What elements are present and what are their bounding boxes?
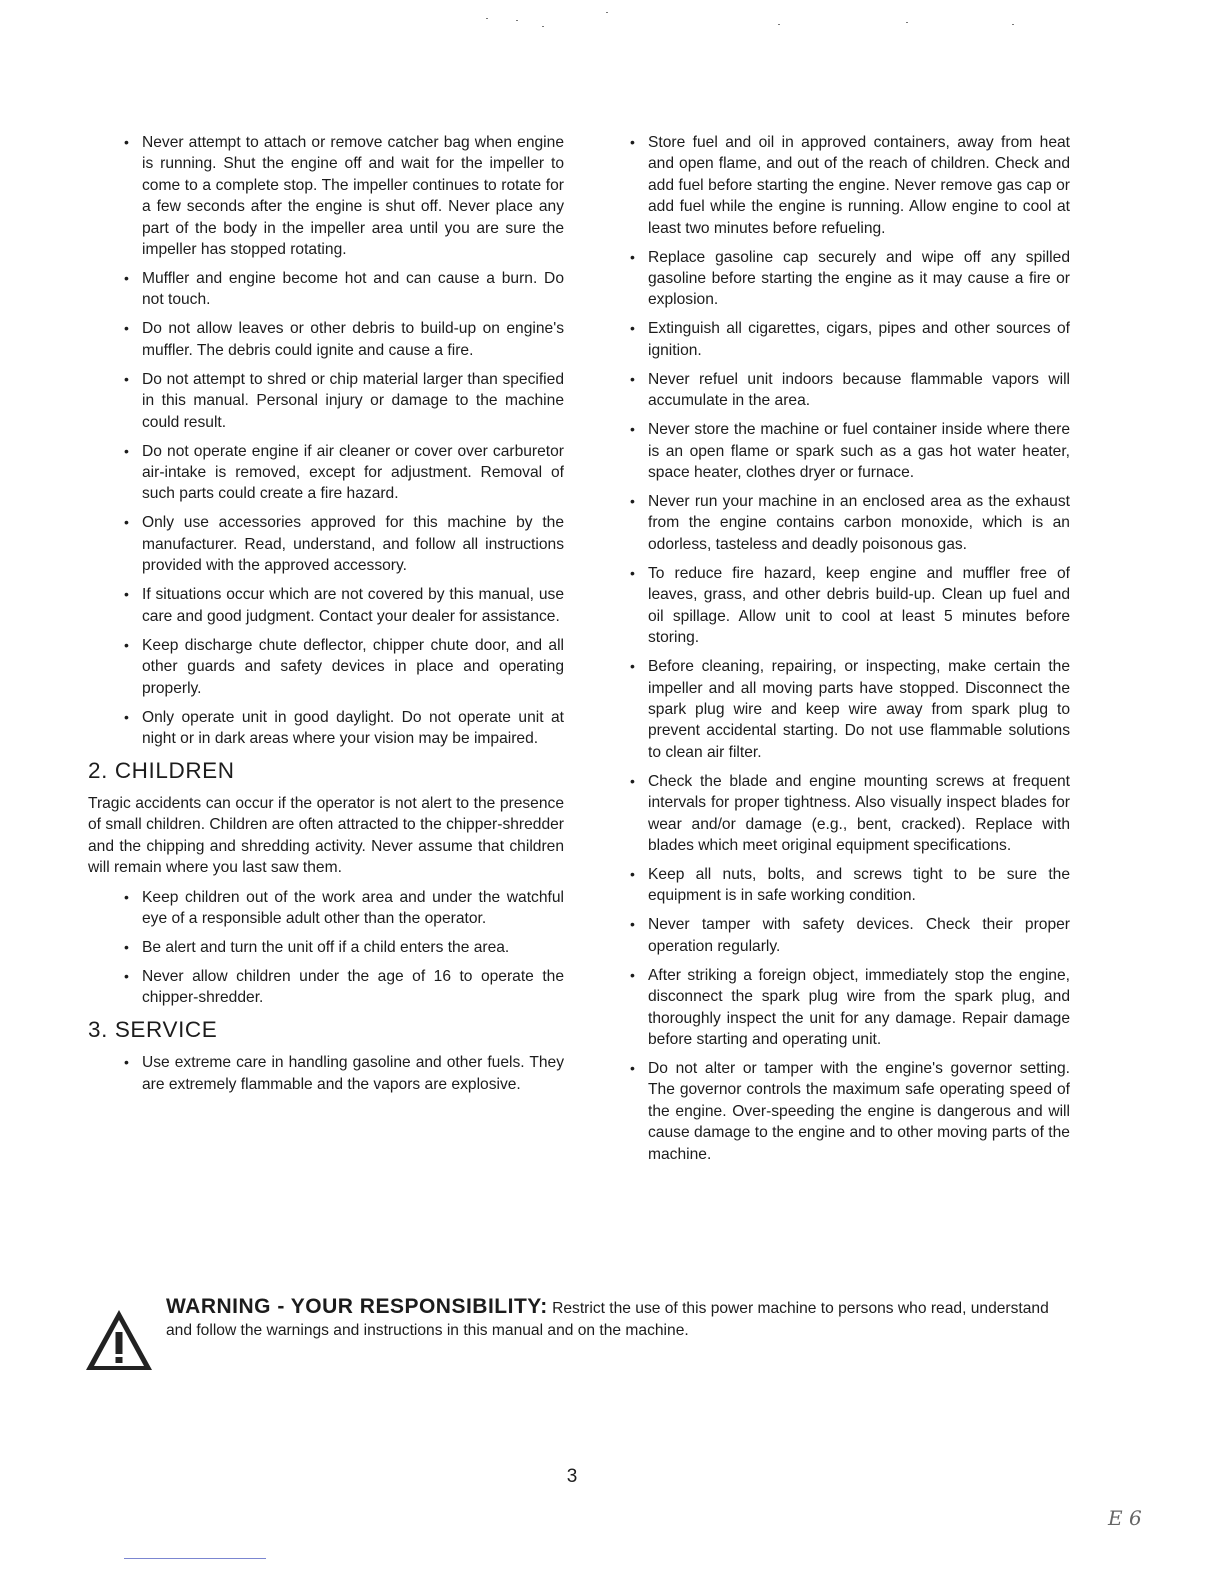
bullet-item: • Only operate unit in good daylight. Do not operate unit at night or in dark areas where your vision may be impaired. [124,707,564,750]
service-bullet-list [124,1052,564,1095]
scan-speck [906,22,908,23]
bullet-item: • Never refuel unit indoors because flammable vapors will accumulate in the area. [630,369,1070,412]
bullet-item: • Keep discharge chute deflector, chipper chute door, and all other guards and safety devices in place and operating properly. [124,635,564,699]
bullet-item: • Muffler and engine become hot and can cause a burn. Do not touch. [124,268,564,311]
handwritten-mark: E 6 [1108,1506,1142,1530]
scan-speck [486,18,488,19]
bullet-item: • If situations occur which are not covered by this manual, use care and good judgment. Contact your dealer for assistance. [124,584,564,627]
bullet-item: • Use extreme care in handling gasoline and other fuels. They are extremely flammable and the vapors are explosive. [124,1052,564,1095]
bullet-item: • Never store the machine or fuel container inside where there is an open flame or spark such as a gas hot water heater, space heater, clothes dryer or furnace. [630,419,1070,483]
bullet-item: • Do not attempt to shred or chip material larger than specified in this manual. Personal injury or damage to the machine could result. [124,369,564,433]
children-intro: Tragic accidents can occur if the operator is not alert to the presence of small children. Children are often attracted to the chipper-shredder and the chipping and shredding activity. Never assume that children will remain where you last saw them. [88,794,564,877]
section-heading-service: 3. SERVICE [88,1017,218,1043]
warning-block [84,1296,1074,1342]
bullet-item: • After striking a foreign object, immediately stop the engine, disconnect the spark plug wire from the spark plug, and thoroughly inspect the unit for any damage. Repair damage before starting and operating unit. [630,965,1070,1051]
scan-speck [778,24,780,25]
scan-speck [542,26,544,27]
bullet-item: • Never tamper with safety devices. Check their proper operation regularly. [630,914,1070,957]
left-top-bullet-list [124,132,564,749]
bullet-item: • Keep children out of the work area and under the watchful eye of a responsible adult other than the operator. [124,887,564,930]
bullet-item: • Only use accessories approved for this machine by the manufacturer. Read, understand, and follow all instructions provided with the approved accessory. [124,512,564,576]
warning-triangle-icon [84,1308,154,1372]
bullet-item: • Replace gasoline cap securely and wipe off any spilled gasoline before starting the engine as it may cause a fire or explosion. [630,247,1070,311]
scan-speck [1012,24,1014,25]
bullet-item: • Keep all nuts, bolts, and screws tight to be sure the equipment is in safe working condition. [630,864,1070,907]
bullet-item: • Do not alter or tamper with the engine's governor setting. The governor controls the maximum safe operating speed of the engine. Over-speeding the engine is dangerous and will cause damage to the engine and to other moving parts of the machine. [630,1058,1070,1165]
children-bullet-list [124,887,564,1009]
bullet-item: • Be alert and turn the unit off if a child enters the area. [124,937,564,958]
left-column [88,132,564,1103]
scan-speck [516,20,518,21]
bullet-item: • Do not allow leaves or other debris to build-up on engine's muffler. The debris could ignite and cause a fire. [124,318,564,361]
warning-heading: WARNING - YOUR RESPONSIBILITY: [166,1295,548,1318]
right-bullet-list [630,132,1070,1165]
bullet-item: • Extinguish all cigarettes, cigars, pipes and other sources of ignition. [630,318,1070,361]
bullet-item: • Check the blade and engine mounting screws at frequent intervals for proper tightness. Also visually inspect blades for wear and/or damage (e.g., bent, cracked). Replace with blades which meet original equipment specifications. [630,771,1070,857]
right-column [630,132,1070,1173]
bullet-item: • Do not operate engine if air cleaner or cover over carburetor air-intake is removed, except for adjustment. Removal of such parts could create a fire hazard. [124,441,564,505]
page-number: 3 [566,1466,578,1487]
bullet-item: • To reduce fire hazard, keep engine and muffler free of leaves, grass, and other debris build-up. Clean up fuel and oil spillage. Allow unit to cool at least 5 minutes before storing. [630,563,1070,649]
section-heading-children: 2. CHILDREN [88,757,235,783]
bullet-item: • Before cleaning, repairing, or inspecting, make certain the impeller and all moving parts have stopped. Disconnect the spark plug wire and keep wire away from spark plug to prevent accidental starting. Do not use flammable solutions to clean air filter. [630,656,1070,763]
bullet-item: • Never attempt to attach or remove catcher bag when engine is running. Shut the engine off and wait for the impeller to come to a complete stop. The impeller continues to rotate for a few seconds after the engine is shut off. Never place any part of the body in the impeller area until you are sure the impeller has stopped rotating. [124,132,564,260]
scan-speck [606,12,608,13]
footer-rule [124,1558,266,1559]
warning-text [166,1296,1074,1342]
bullet-item: • Store fuel and oil in approved containers, away from heat and open flame, and out of the reach of children. Check and add fuel before starting the engine. Never remove gas cap or add fuel while the engine is running. Allow engine to cool at least two minutes before refueling. [630,132,1070,239]
bullet-item: • Never run your machine in an enclosed area as the exhaust from the engine contains carbon monoxide, which is an odorless, tasteless and deadly poisonous gas. [630,491,1070,555]
warning-body: Restrict the use of this power machine to persons who read, understand and follow the warnings and instructions in this manual and on the machine. [166,1300,1049,1339]
bullet-item: • Never allow children under the age of 16 to operate the chipper-shredder. [124,966,564,1009]
